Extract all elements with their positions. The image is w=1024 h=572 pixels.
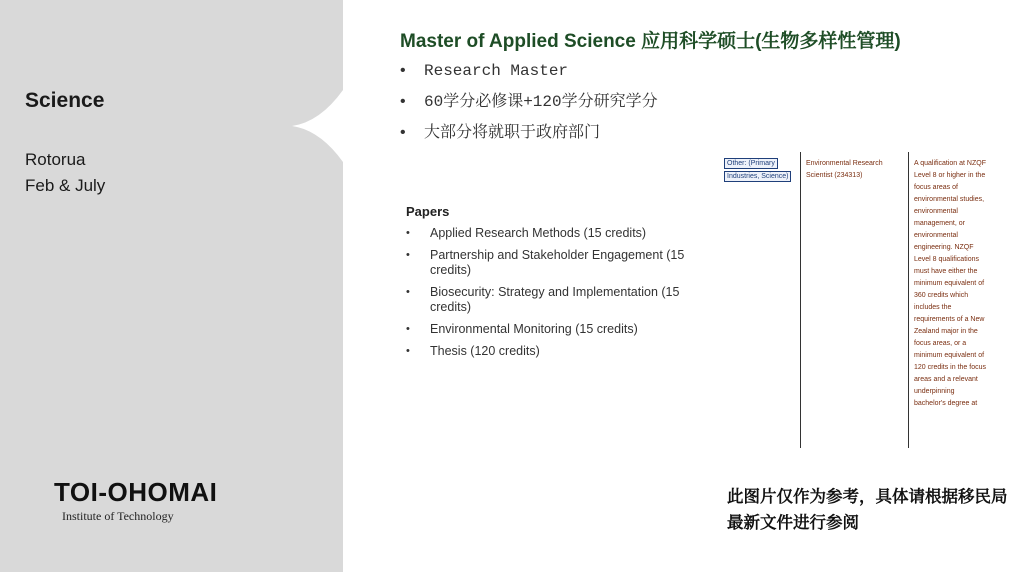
sector-tag: Other: (Primary (724, 158, 778, 169)
paper-name: Environmental Monitoring (15 credits) (430, 322, 638, 336)
highlight-text: Research Master (424, 62, 569, 80)
bullet-icon: • (406, 345, 410, 357)
skill-shortage-list-snippet (722, 150, 992, 450)
highlight-text: 60学分必修课+120学分研究学分 (424, 93, 658, 111)
bullet-icon: • (406, 323, 410, 335)
papers-list (406, 226, 706, 366)
paper-name: Thesis (120 credits) (430, 344, 540, 358)
bullet-icon: • (406, 227, 410, 239)
paper-item (406, 226, 706, 241)
highlight-item (400, 122, 658, 153)
occupation-cell: Environmental Research Scientist (234313) (806, 160, 883, 179)
paper-item (406, 344, 706, 359)
paper-name: Applied Research Methods (15 credits) (430, 226, 647, 240)
bullet-icon: • (400, 62, 406, 79)
highlight-item (400, 91, 658, 122)
program-heading: Master of Applied Science 应用科学硕士(生物多样性管理) (400, 31, 901, 52)
bullet-icon: • (406, 249, 410, 261)
paper-item (406, 285, 706, 315)
paper-name: Biosecurity: Strategy and Implementation (15 credits) (430, 285, 680, 314)
program-highlights (400, 60, 658, 153)
column-divider (800, 152, 801, 448)
highlight-item (400, 60, 658, 91)
paper-item (406, 322, 706, 337)
qualification-cell: A qualification at NZQF Level 8 or higher in the focus areas of environmental studies, environmental management, or environmental engineering. NZQF Level 8 qualifications must have either the minimum equivalent of 360 credits which includes the requirements of a New Zealand major in the focus areas, or a minimum equivalent of 120 credits in the focus areas and a relevant underpinning bachelor's degree at (914, 160, 986, 407)
institution-logo: TOI-OHOMAI (54, 477, 218, 507)
bullet-icon: • (400, 93, 406, 110)
bullet-icon: • (406, 286, 410, 298)
sector-tag: Industries, Science) (724, 171, 791, 182)
sidebar-panel (0, 0, 343, 572)
paper-name: Partnership and Stakeholder Engagement (15 credits) (430, 248, 685, 277)
sidebar-title: Science (25, 89, 105, 112)
bullet-icon: • (400, 124, 406, 141)
highlight-text: 大部分将就职于政府部门 (424, 124, 601, 142)
institution-logo-subtitle: Institute of Technology (62, 509, 174, 523)
campus-location: Rotorua (25, 150, 86, 169)
column-divider (908, 152, 909, 448)
papers-heading: Papers (406, 204, 450, 219)
intake-months: Feb & July (25, 176, 106, 195)
disclaimer-note: 此图片仅作为参考，具体请根据移民局最新文件进行参阅 (727, 488, 1008, 532)
paper-item (406, 248, 706, 278)
